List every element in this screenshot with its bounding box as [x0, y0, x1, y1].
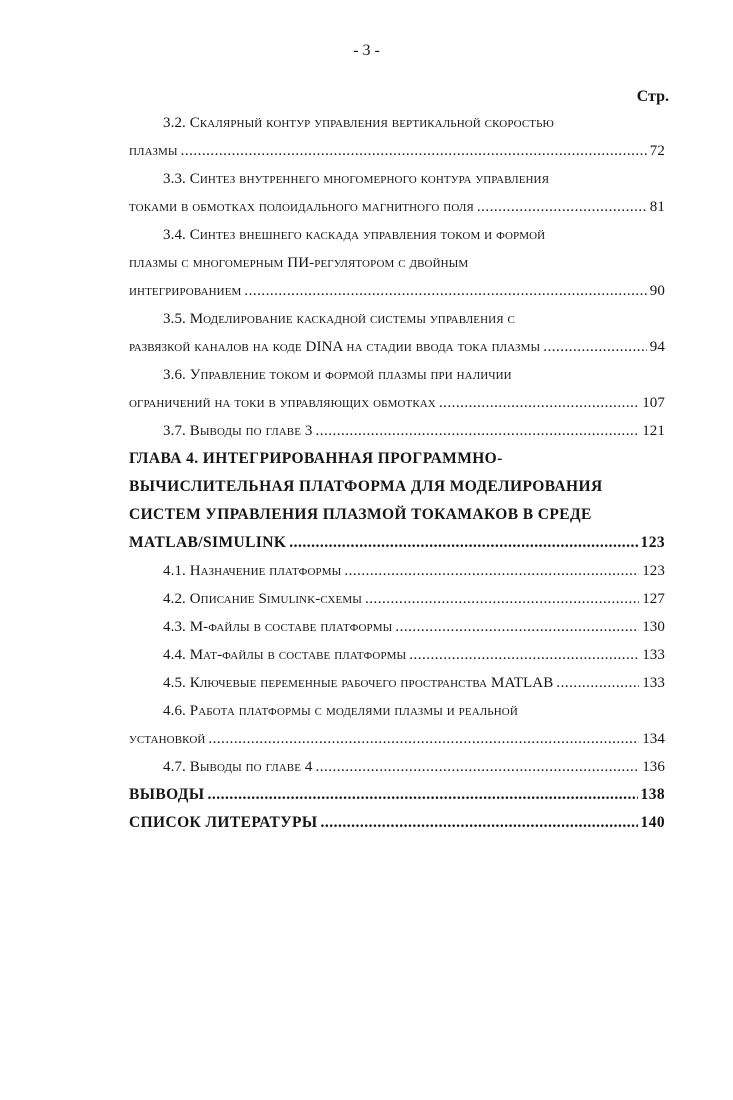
leader-dots [395, 618, 639, 636]
leader-dots [207, 786, 637, 804]
toc-3-4-line1: 3.4. Синтез внешнего каскада управления током и формой [163, 227, 546, 243]
toc-entry-3-3[interactable] [129, 198, 665, 216]
toc-3-2-line1: 3.2. Скалярный контур управления вертикальной скоростью [163, 115, 554, 131]
toc-entry-4-1[interactable] [163, 562, 665, 580]
toc-3-2-page: 72 [649, 143, 665, 159]
toc-4-3-label: 4.3. М-файлы в составе платформы [163, 619, 393, 635]
toc-ch4-line1: ГЛАВА 4. ИНТЕГРИРОВАННАЯ ПРОГРАММНО- [129, 450, 503, 467]
toc-4-6-line2: установкой [129, 731, 206, 747]
leader-dots [556, 674, 639, 692]
toc-3-6-page: 107 [642, 395, 665, 411]
toc-4-4-page: 133 [642, 647, 665, 663]
toc-3-5-line1: 3.5. Моделирование каскадной системы управления с [163, 311, 515, 327]
toc-4-6-page: 134 [642, 731, 665, 747]
toc-entry-4-3[interactable] [163, 618, 665, 636]
toc-ch4-line3: СИСТЕМ УПРАВЛЕНИЯ ПЛАЗМОЙ ТОКАМАКОВ В СРЕДЕ [129, 506, 592, 523]
toc-conclusions-page: 138 [640, 786, 665, 803]
toc-4-1-page: 123 [642, 563, 665, 579]
toc-references-label: СПИСОК ЛИТЕРАТУРЫ [129, 814, 318, 831]
toc-3-3-page: 81 [649, 199, 665, 215]
toc-3-5-line2: развязкой каналов на коде DINA на стадии ввода тока плазмы [129, 339, 541, 355]
toc-entry-3-6[interactable] [129, 394, 665, 412]
page-number: - 3 - [353, 42, 380, 59]
toc-entry-4-5[interactable] [163, 674, 665, 692]
toc-entry-4-2[interactable] [163, 590, 665, 608]
toc-4-4-label: 4.4. Мат-файлы в составе платформы [163, 647, 407, 663]
toc-4-7-label: 4.7. Выводы по главе 4 [163, 759, 313, 775]
leader-dots [543, 338, 647, 356]
toc-4-5-page: 133 [642, 675, 665, 691]
toc-4-2-label: 4.2. Описание Simulink-схемы [163, 591, 362, 607]
toc-entry-4-4[interactable] [163, 646, 665, 664]
toc-4-3-page: 130 [642, 619, 665, 635]
toc-4-6-line1: 4.6. Работа платформы с моделями плазмы и реальной [163, 703, 518, 719]
toc-entry-3-5[interactable] [129, 338, 665, 356]
toc-ch4-line4: MATLAB/SIMULINK [129, 534, 287, 551]
toc-3-7-page: 121 [642, 423, 665, 439]
toc-4-1-label: 4.1. Назначение платформы [163, 563, 342, 579]
leader-dots [316, 758, 640, 776]
toc-3-6-line2: ограничений на токи в управляющих обмотках [129, 395, 436, 411]
toc-4-2-page: 127 [642, 591, 665, 607]
toc-3-3-line2: токами в обмотках полоидального магнитного поля [129, 199, 474, 215]
toc-3-4-page: 90 [649, 283, 665, 299]
toc-3-5-page: 94 [649, 339, 665, 355]
toc-entry-3-2[interactable] [129, 142, 665, 160]
toc-references-page: 140 [640, 814, 665, 831]
toc-4-5-label: 4.5. Ключевые переменные рабочего пространства MATLAB [163, 675, 554, 691]
leader-dots [365, 590, 639, 608]
toc-3-3-line1: 3.3. Синтез внутреннего многомерного контура управления [163, 171, 550, 187]
toc-entry-references[interactable] [129, 814, 665, 832]
toc-entry-4-7[interactable] [163, 758, 665, 776]
leader-dots [439, 394, 639, 412]
toc-4-7-page: 136 [642, 759, 665, 775]
toc-entry-ch4[interactable] [129, 534, 665, 552]
toc-ch4-page: 123 [640, 534, 665, 551]
toc-3-6-line1: 3.6. Управление током и формой плазмы при наличии [163, 367, 512, 383]
toc-3-4-line3: интегрированием [129, 283, 242, 299]
toc-entry-3-7[interactable] [163, 422, 665, 440]
leader-dots [208, 730, 639, 748]
leader-dots [409, 646, 639, 664]
toc-3-7-label: 3.7. Выводы по главе 3 [163, 423, 313, 439]
page-column-label: Стр. [636, 88, 669, 105]
toc-entry-4-6[interactable] [129, 730, 665, 748]
leader-dots [316, 422, 640, 440]
leader-dots [477, 198, 647, 216]
leader-dots [181, 142, 647, 160]
leader-dots [244, 282, 646, 300]
leader-dots [320, 814, 637, 832]
toc-entry-conclusions[interactable] [129, 786, 665, 804]
toc-ch4-line2: ВЫЧИСЛИТЕЛЬНАЯ ПЛАТФОРМА ДЛЯ МОДЕЛИРОВАНИЯ [129, 478, 603, 495]
toc-3-4-line2: плазмы с многомерным ПИ-регулятором с двойным [129, 255, 469, 271]
toc-conclusions-label: ВЫВОДЫ [129, 786, 205, 803]
toc-3-2-line2: плазмы [129, 143, 178, 159]
leader-dots [289, 534, 637, 552]
toc-entry-3-4[interactable] [129, 282, 665, 300]
leader-dots [344, 562, 639, 580]
